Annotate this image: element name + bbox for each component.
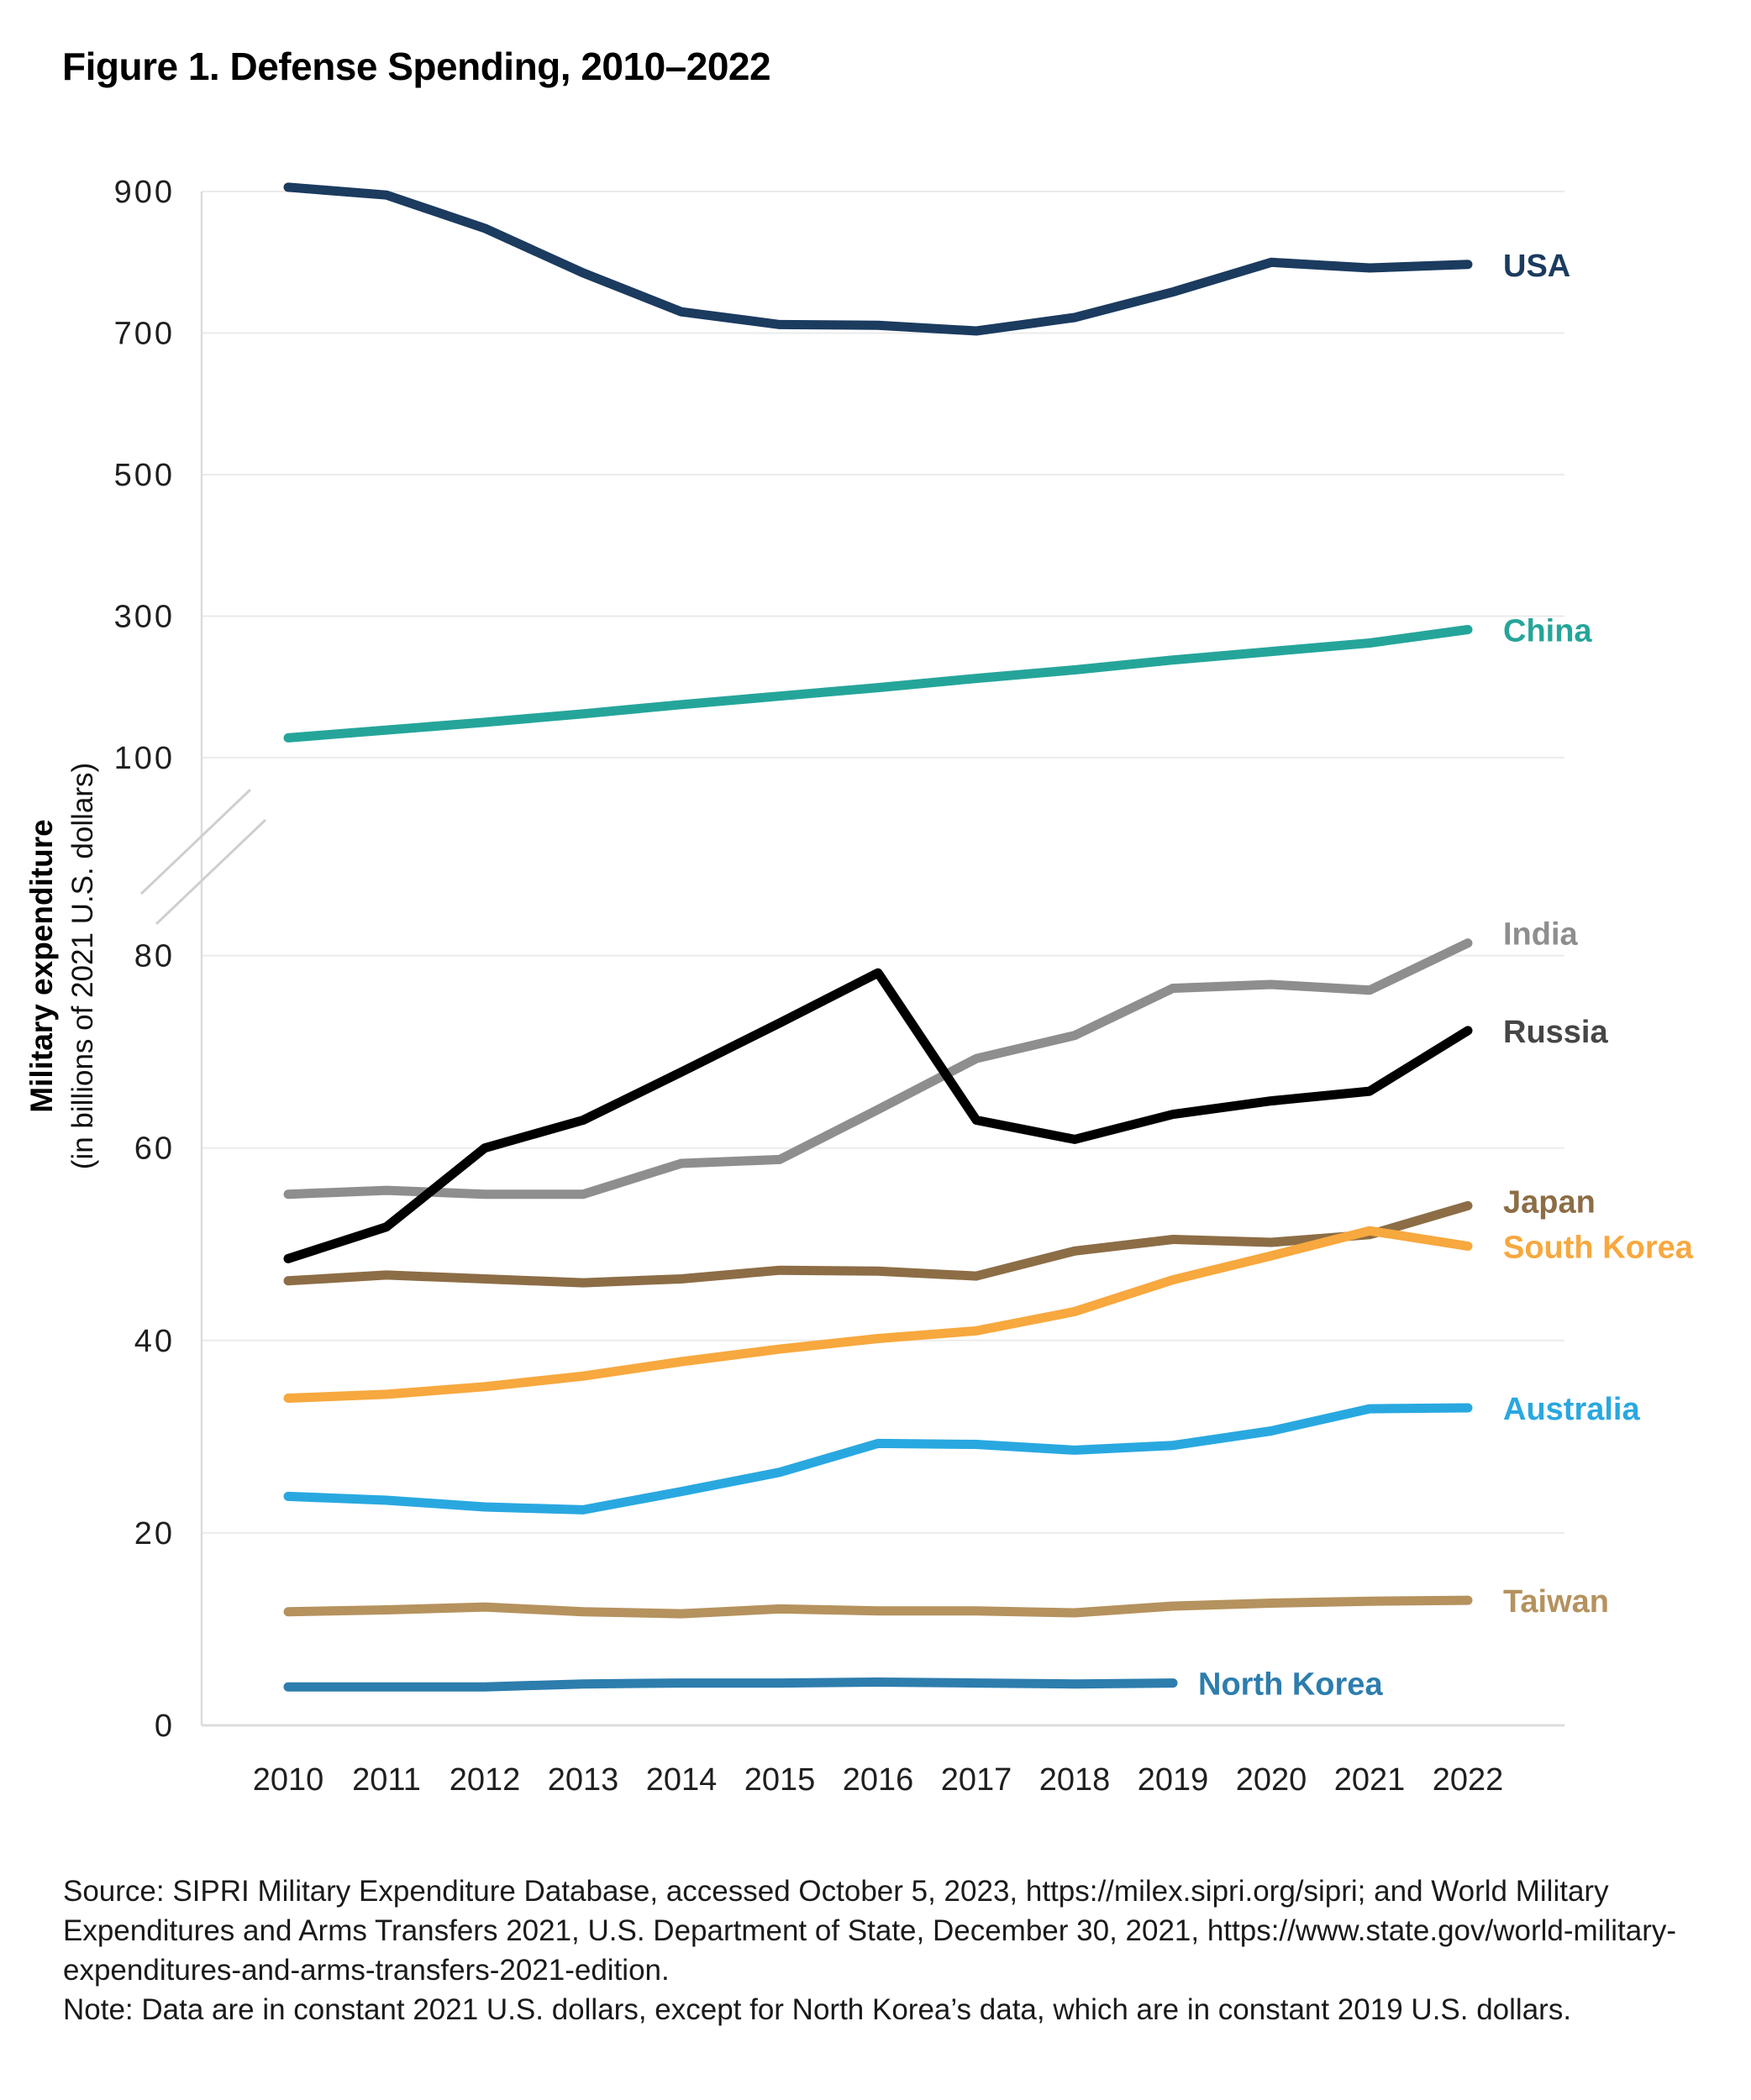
- y-tick-500: 500: [113, 458, 175, 493]
- x-tick-2015: 2015: [744, 1762, 816, 1798]
- series-label-australia: Australia: [1503, 1391, 1640, 1427]
- series-label-india: India: [1503, 916, 1578, 953]
- y-tick-20: 20: [134, 1515, 175, 1551]
- series-labels: [1198, 249, 1694, 1703]
- series-label-taiwan: Taiwan: [1503, 1584, 1609, 1620]
- series-label-china: China: [1503, 613, 1592, 649]
- figure-title: Figure 1. Defense Spending, 2010–2022: [62, 45, 771, 88]
- series-label-south-korea: South Korea: [1503, 1230, 1693, 1266]
- x-tick-2013: 2013: [547, 1762, 619, 1798]
- series-line-north-korea: [288, 1683, 1173, 1688]
- series-line-taiwan: [288, 1600, 1468, 1614]
- source-note: [63, 1872, 1714, 2029]
- x-tick-2019: 2019: [1137, 1762, 1209, 1798]
- x-tick-2011: 2011: [352, 1762, 421, 1798]
- y-tick-700: 700: [113, 316, 175, 352]
- y-tick-60: 60: [134, 1131, 175, 1167]
- series-lines: [288, 187, 1468, 1687]
- y-axis-title: [24, 763, 99, 1169]
- series-label-north-korea: North Korea: [1198, 1667, 1383, 1703]
- source-line: Expenditures and Arms Transfers 2021, U.S. Department of State, December 30, 2021, https://www.state.gov/world-military-: [63, 1914, 1677, 1947]
- source-line: Source: SIPRI Military Expenditure Database, accessed October 5, 2023, https://milex.sipri.org/sipri; and World Military: [63, 1875, 1609, 1908]
- x-tick-2016: 2016: [842, 1762, 914, 1798]
- series-line-russia: [288, 973, 1468, 1258]
- y-tick-300: 300: [113, 599, 175, 635]
- x-tick-2017: 2017: [940, 1762, 1012, 1798]
- x-tick-2021: 2021: [1333, 1762, 1406, 1798]
- x-tick-2010: 2010: [252, 1762, 324, 1798]
- y-tick-900: 900: [113, 175, 175, 210]
- axis-break-slash: [156, 820, 266, 924]
- series-line-australia: [288, 1408, 1468, 1509]
- source-line: Note: Data are in constant 2021 U.S. dollars, except for North Korea’s data, which are in constant 2019 U.S. dollars.: [63, 1993, 1572, 2026]
- y-axis-title-sub: (in billions of 2021 U.S. dollars): [66, 762, 99, 1170]
- series-label-japan: Japan: [1503, 1184, 1596, 1221]
- y-axis-title-main: Military expenditure: [24, 819, 59, 1113]
- x-tick-2012: 2012: [449, 1762, 521, 1798]
- y-tick-100: 100: [113, 741, 175, 776]
- y-tick-0: 0: [154, 1709, 175, 1744]
- source-line: expenditures-and-arms-transfers-2021-edition.: [63, 1954, 670, 1987]
- x-tick-2020: 2020: [1235, 1762, 1307, 1798]
- x-tick-2022: 2022: [1432, 1762, 1504, 1798]
- series-label-russia: Russia: [1503, 1014, 1608, 1050]
- series-line-south-korea: [288, 1231, 1468, 1398]
- gridlines: [202, 192, 1564, 1725]
- y-tick-80: 80: [134, 938, 175, 974]
- x-tick-2014: 2014: [645, 1762, 718, 1798]
- series-line-japan: [288, 1205, 1468, 1283]
- series-label-usa: USA: [1503, 248, 1571, 284]
- series-line-usa: [288, 187, 1468, 331]
- axis-break-marks: [141, 790, 266, 924]
- y-tick-40: 40: [134, 1323, 175, 1359]
- axis-break-slash: [141, 790, 250, 894]
- x-tick-2018: 2018: [1039, 1762, 1111, 1798]
- series-line-china: [288, 630, 1468, 738]
